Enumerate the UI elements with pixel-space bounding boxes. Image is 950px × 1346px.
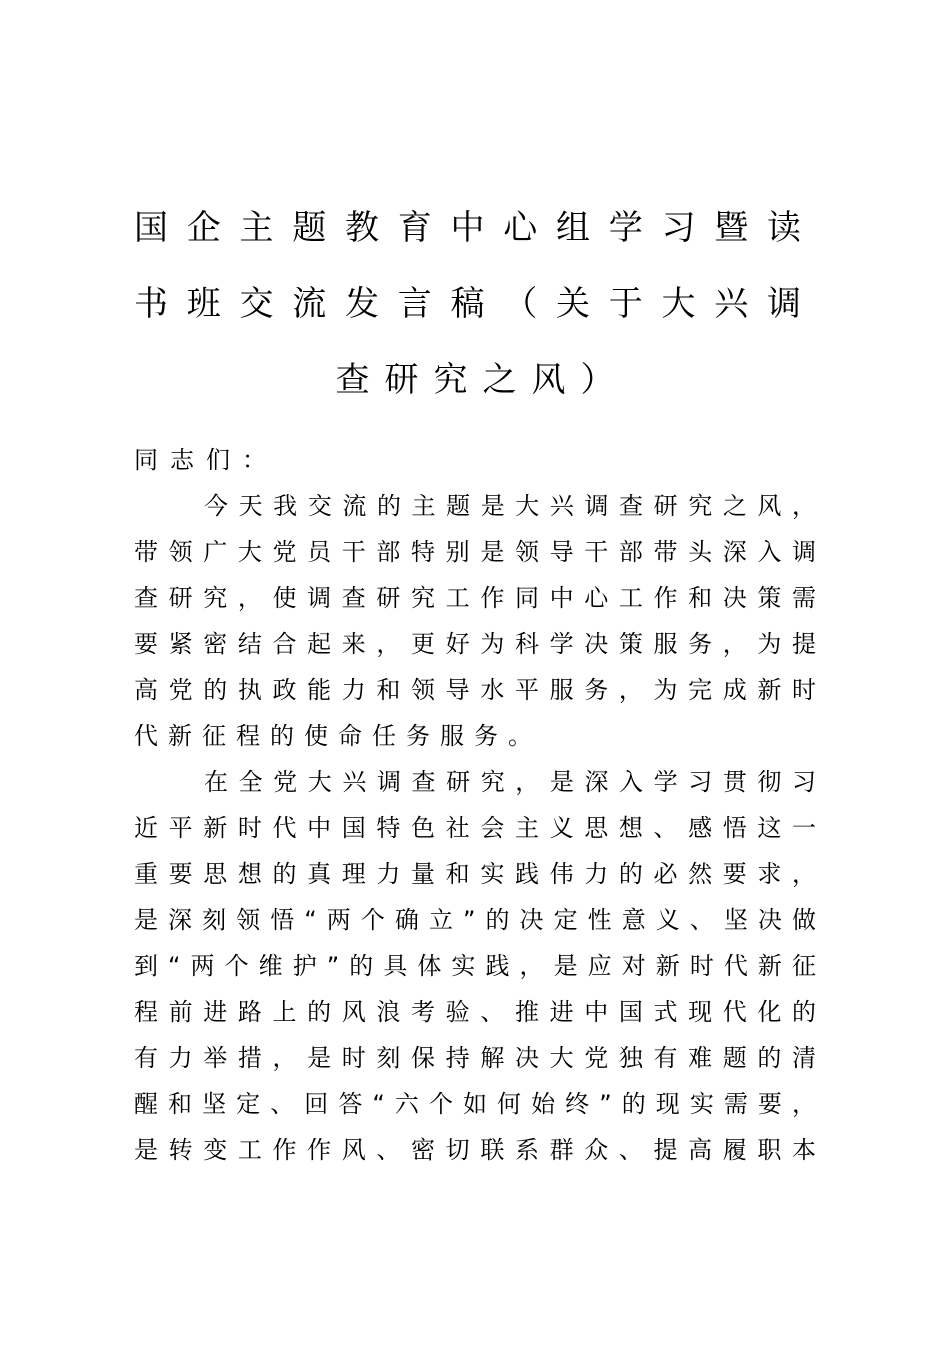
document-body [134, 437, 816, 1173]
paragraph-line: 程前进路上的风浪考验、推进中国式现代化的 [134, 998, 816, 1026]
paragraph-line: 今天我交流的主题是大兴调查研究之风， [204, 492, 816, 520]
paragraph-line: 高党的执政能力和领导水平服务，为完成新时 [134, 676, 816, 704]
paragraph-line: 查研究，使调查研究工作同中心工作和决策需 [134, 584, 816, 612]
paragraph-line: 到“两个维护”的具体实践，是应对新时代新征 [134, 952, 816, 980]
paragraph-1 [134, 483, 816, 759]
title-line-2: 书班交流发言稿（关于大兴调 [134, 284, 816, 324]
paragraph-line: 醒和坚定、回答“六个如何始终”的现实需要， [134, 1090, 816, 1118]
paragraph-line: 在全党大兴调查研究，是深入学习贯彻习 [204, 768, 816, 796]
title-line-3: 查研究之风） [335, 360, 630, 400]
paragraph-2 [134, 759, 816, 1173]
paragraph-line: 是深刻领悟“两个确立”的决定性意义、坚决做 [134, 906, 816, 934]
paragraph-line: 代新征程的使命任务服务。 [134, 722, 542, 750]
paragraph-line: 近平新时代中国特色社会主义思想、感悟这一 [134, 814, 816, 842]
paragraph-line: 要紧密结合起来，更好为科学决策服务，为提 [134, 630, 816, 658]
paragraph-line: 有力举措，是时刻保持解决大党独有难题的清 [134, 1044, 816, 1072]
paragraph-line: 带领广大党员干部特别是领导干部带头深入调 [134, 538, 816, 566]
title-line-1: 国企主题教育中心组学习暨读 [134, 208, 816, 248]
paragraph-line: 是转变工作作风、密切联系群众、提高履职本 [134, 1136, 816, 1164]
document-title [134, 190, 816, 418]
paragraph-line: 重要思想的真理力量和实践伟力的必然要求， [134, 860, 816, 888]
greeting: 同志们： [134, 446, 278, 474]
